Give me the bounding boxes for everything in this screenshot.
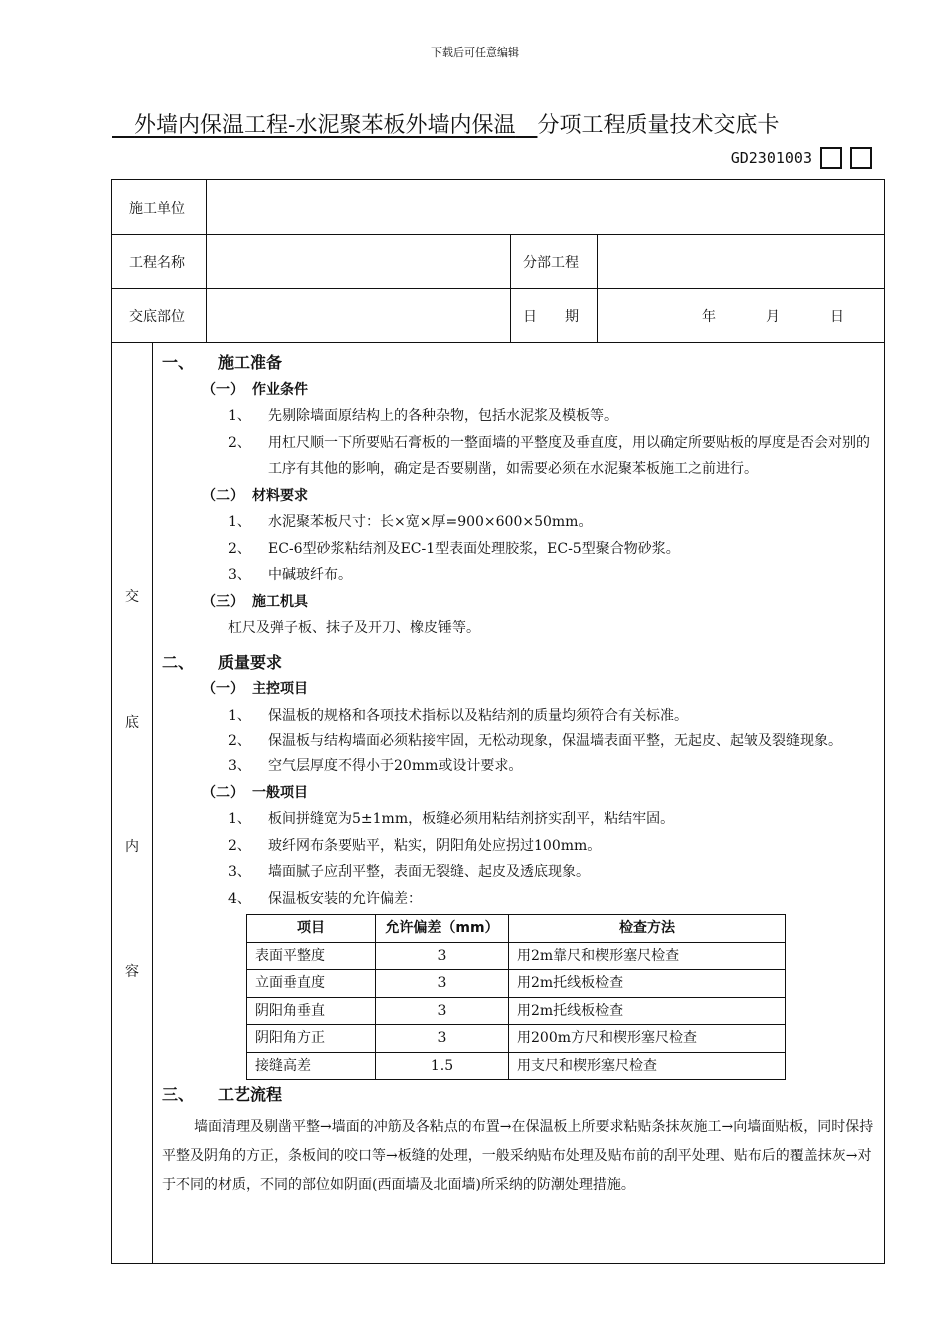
side-char-1: 交 bbox=[125, 589, 139, 605]
section-1a-heading: （一） 作业条件 bbox=[202, 381, 308, 398]
table-row bbox=[247, 970, 786, 998]
date-day: 日 bbox=[830, 309, 844, 325]
cell-tolerance: 1.5 bbox=[376, 1052, 509, 1080]
section-1-heading: 一、 施工准备 bbox=[162, 353, 283, 372]
table-row bbox=[247, 1052, 786, 1080]
table-header-row bbox=[247, 915, 786, 943]
cell-item: 立面垂直度 bbox=[247, 970, 376, 998]
col-tolerance-header: 允许偏差（mm） bbox=[376, 915, 509, 943]
cell-method: 用2m托线板检查 bbox=[509, 970, 786, 998]
checkbox-1[interactable] bbox=[820, 147, 842, 169]
col-item-header: 项目 bbox=[247, 915, 376, 943]
side-char-3: 内 bbox=[125, 839, 139, 855]
list-item: 2、 玻纤网布条要贴平，粘实，阴阳角处应拐过100mm。 bbox=[228, 837, 602, 854]
list-item: 1、 板间拼缝宽为5±1mm，板缝必须用粘结剂挤实刮平，粘结牢固。 bbox=[228, 811, 675, 827]
form-table bbox=[111, 179, 885, 1264]
list-item: 3、 空气层厚度不得小于20mm或设计要求。 bbox=[228, 758, 523, 774]
list-item: 2、 EC-6型砂浆粘结剂及EC-1型表面处理胶浆，EC-5型聚合物砂浆。 bbox=[228, 540, 680, 557]
cell-method: 用200m方尺和楔形塞尺检查 bbox=[509, 1025, 786, 1053]
checkbox-2[interactable] bbox=[850, 147, 872, 169]
form-code-text: GD2301003 bbox=[730, 149, 812, 167]
section-1b-heading: （二） 材料要求 bbox=[202, 487, 308, 504]
sub-project-label: 分部工程 bbox=[523, 255, 579, 271]
date-month: 月 bbox=[766, 309, 780, 325]
date-label: 日 期 bbox=[523, 309, 579, 325]
date-year: 年 bbox=[702, 309, 716, 325]
tolerance-table bbox=[246, 914, 786, 1080]
section-1c-heading: （三） 施工机具 bbox=[202, 593, 308, 610]
table-row bbox=[247, 1025, 786, 1053]
cell-tolerance: 3 bbox=[376, 970, 509, 998]
list-item: 3、 墙面腻子应刮平整，表面无裂缝、起皮及透底现象。 bbox=[228, 864, 590, 880]
content-body bbox=[162, 350, 882, 1200]
table-row bbox=[247, 942, 786, 970]
section-2a-heading: （一） 主控项目 bbox=[202, 681, 308, 697]
list-item: 1、 先剔除墙面原结构上的各种杂物，包括水泥浆及模板等。 bbox=[228, 408, 618, 424]
unit-label: 施工单位 bbox=[129, 201, 185, 217]
list-item: 4、 保温板安装的允许偏差： bbox=[228, 890, 422, 907]
table-row bbox=[247, 997, 786, 1025]
tools-text: 杠尺及弹子板、抹子及开刀、橡皮锤等。 bbox=[228, 620, 480, 636]
cell-item: 接缝高差 bbox=[247, 1052, 376, 1080]
page-title bbox=[112, 108, 882, 139]
side-char-4: 容 bbox=[125, 964, 139, 980]
section-2b-heading: （二） 一般项目 bbox=[202, 784, 308, 801]
side-char-2: 底 bbox=[125, 715, 139, 731]
cell-method: 用2m靠尺和楔形塞尺检查 bbox=[509, 942, 786, 970]
list-item: 2、 用杠尺顺一下所要贴石膏板的一整面墙的平整度及垂直度，用以确定所要贴板的厚度是否会对别的工序有其他的影响，确定是否要剔凿，如需要必须在水泥聚苯板施工之前进行。 bbox=[228, 434, 870, 477]
title-project: 外墙内保温工程-水泥聚苯板外墙内保温 bbox=[134, 113, 516, 138]
project-label: 工程名称 bbox=[129, 255, 185, 271]
list-item: 1、 保温板的规格和各项技术指标以及粘结剂的质量均须符合有关标准。 bbox=[228, 707, 688, 724]
part-field[interactable] bbox=[212, 294, 502, 336]
process-text: 墙面清理及剔凿平整→墙面的冲筋及各粘点的布置→在保温板上所要求粘贴条抹灰施工→向墙面贴板，同时保持平整及阴角的方正，条板间的咬口等→板缝的处理，一般采纳贴布处理及贴布前的刮平处理、贴布后的覆盖抹灰→对于不同的材质，不同的部位如阴面(西面墙及北面墙)所采纳的防潮处理措施。 bbox=[162, 1118, 874, 1193]
cell-tolerance: 3 bbox=[376, 1025, 509, 1053]
cell-tolerance: 3 bbox=[376, 942, 509, 970]
part-label: 交底部位 bbox=[129, 309, 185, 325]
sub-project-field[interactable] bbox=[604, 240, 874, 282]
list-item: 3、 中碱玻纤布。 bbox=[228, 567, 352, 583]
cell-item: 阴阳角垂直 bbox=[247, 997, 376, 1025]
cell-method: 用支尺和楔形塞尺检查 bbox=[509, 1052, 786, 1080]
cell-tolerance: 3 bbox=[376, 997, 509, 1025]
section-2-heading: 二、 质量要求 bbox=[162, 652, 283, 672]
col-method-header: 检查方法 bbox=[509, 915, 786, 943]
cell-method: 用2m托线板检查 bbox=[509, 997, 786, 1025]
section-3-heading: 三、 工艺流程 bbox=[162, 1085, 283, 1104]
list-item: 1、 水泥聚苯板尺寸：长×宽×厚=900×600×50mm。 bbox=[228, 514, 593, 530]
cell-item: 表面平整度 bbox=[247, 942, 376, 970]
download-note: 下载后可任意编辑 bbox=[431, 46, 519, 59]
unit-field[interactable] bbox=[212, 186, 872, 228]
title-suffix: 分项工程质量技术交底卡 bbox=[537, 113, 780, 138]
project-field[interactable] bbox=[212, 240, 502, 282]
form-code bbox=[731, 147, 872, 169]
list-item: 2、 保温板与结构墙面必须粘接牢固，无松动现象，保温墙表面平整，无起皮、起皱及裂缝现象。 bbox=[228, 733, 842, 749]
cell-item: 阴阳角方正 bbox=[247, 1025, 376, 1053]
